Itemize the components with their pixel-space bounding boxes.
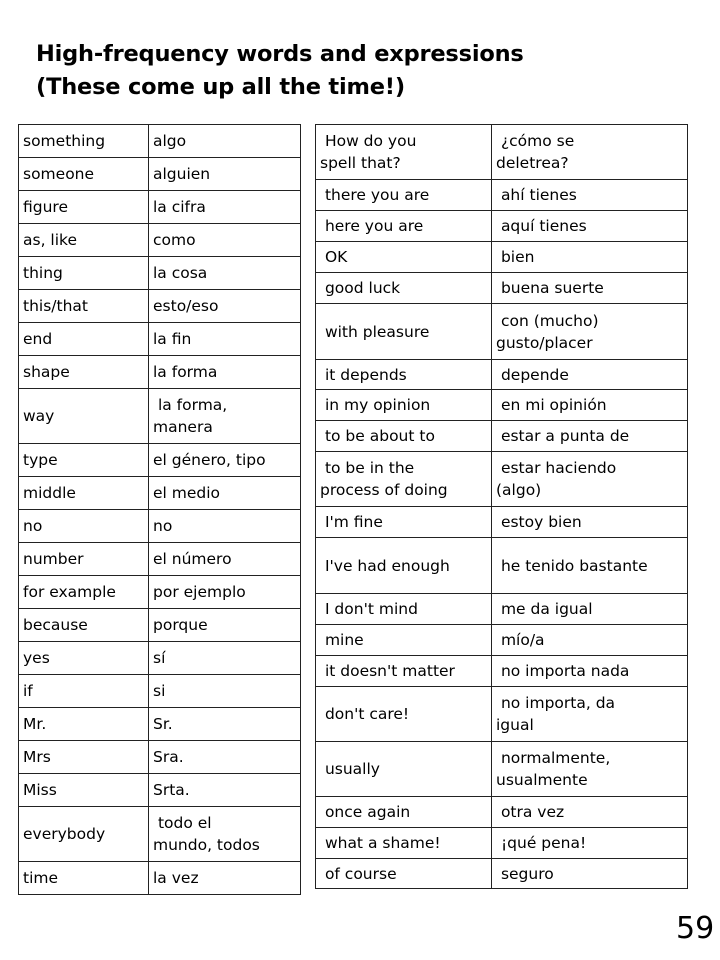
table-row (316, 859, 688, 889)
spanish-cell: porque (149, 609, 301, 642)
spanish-cell: el género, tipo (149, 444, 301, 477)
table-row (19, 862, 301, 895)
spanish-cell: normalmente, usualmente (492, 742, 688, 797)
english-cell: Mr. (19, 708, 149, 741)
english-cell: everybody (19, 807, 149, 862)
table-row (316, 656, 688, 687)
english-cell: good luck (316, 273, 492, 304)
left-vocab-body (19, 125, 301, 895)
spanish-cell: la forma (149, 356, 301, 389)
english-cell: end (19, 323, 149, 356)
table-row (316, 625, 688, 656)
english-cell: it doesn't matter (316, 656, 492, 687)
english-cell: usually (316, 742, 492, 797)
table-row (316, 742, 688, 797)
table-row (316, 828, 688, 859)
table-row (316, 421, 688, 452)
english-cell: this/that (19, 290, 149, 323)
english-cell: in my opinion (316, 390, 492, 421)
spanish-cell: Sra. (149, 741, 301, 774)
english-cell: something (19, 125, 149, 158)
spanish-cell: la fin (149, 323, 301, 356)
spanish-cell: algo (149, 125, 301, 158)
english-cell: type (19, 444, 149, 477)
spanish-cell: como (149, 224, 301, 257)
spanish-cell: he tenido bastante (492, 538, 688, 594)
english-cell: if (19, 675, 149, 708)
english-cell: once again (316, 797, 492, 828)
english-cell: shape (19, 356, 149, 389)
right-vocab-body (316, 125, 688, 889)
table-row (19, 510, 301, 543)
left-vocab-table (18, 124, 301, 895)
table-row (316, 390, 688, 421)
table-row (19, 609, 301, 642)
english-cell: I've had enough (316, 538, 492, 594)
spanish-cell: me da igual (492, 594, 688, 625)
english-cell: figure (19, 191, 149, 224)
spanish-cell: buena suerte (492, 273, 688, 304)
spanish-cell: alguien (149, 158, 301, 191)
spanish-cell: otra vez (492, 797, 688, 828)
page-number: 59 (676, 911, 715, 946)
spanish-cell: seguro (492, 859, 688, 889)
spanish-cell: la forma, manera (149, 389, 301, 444)
english-cell: way (19, 389, 149, 444)
spanish-cell: la cifra (149, 191, 301, 224)
page-title (36, 38, 696, 104)
table-row (316, 538, 688, 594)
table-row (19, 741, 301, 774)
spanish-cell: estar a punta de (492, 421, 688, 452)
spanish-cell: Srta. (149, 774, 301, 807)
title-line-2: (These come up all the time!) (36, 74, 405, 100)
spanish-cell: ¿cómo se deletrea? (492, 125, 688, 180)
table-row (19, 675, 301, 708)
english-cell: because (19, 609, 149, 642)
table-row (19, 444, 301, 477)
spanish-cell: Sr. (149, 708, 301, 741)
table-row (19, 708, 301, 741)
english-cell: of course (316, 859, 492, 889)
spanish-cell: no importa, da igual (492, 687, 688, 742)
table-row (316, 797, 688, 828)
table-row (19, 774, 301, 807)
table-row (19, 290, 301, 323)
spanish-cell: en mi opinión (492, 390, 688, 421)
english-cell: middle (19, 477, 149, 510)
english-cell: time (19, 862, 149, 895)
english-cell: what a shame! (316, 828, 492, 859)
spanish-cell: sí (149, 642, 301, 675)
spanish-cell: aquí tienes (492, 211, 688, 242)
table-row (316, 452, 688, 507)
english-cell: no (19, 510, 149, 543)
english-cell: someone (19, 158, 149, 191)
table-row (316, 687, 688, 742)
english-cell: mine (316, 625, 492, 656)
right-vocab-table (315, 124, 688, 889)
table-row (316, 360, 688, 390)
english-cell: I don't mind (316, 594, 492, 625)
spanish-cell: ¡qué pena! (492, 828, 688, 859)
english-cell: there you are (316, 180, 492, 211)
english-cell: as, like (19, 224, 149, 257)
table-row (19, 323, 301, 356)
spanish-cell: no (149, 510, 301, 543)
table-row (19, 642, 301, 675)
spanish-cell: depende (492, 360, 688, 390)
english-cell: I'm fine (316, 507, 492, 538)
spanish-cell: estoy bien (492, 507, 688, 538)
english-cell: for example (19, 576, 149, 609)
table-row (19, 224, 301, 257)
english-cell: don't care! (316, 687, 492, 742)
english-cell: Mrs (19, 741, 149, 774)
table-row (19, 807, 301, 862)
spanish-cell: ahí tienes (492, 180, 688, 211)
english-cell: to be about to (316, 421, 492, 452)
spanish-cell: estar haciendo (algo) (492, 452, 688, 507)
english-cell: with pleasure (316, 304, 492, 360)
table-row (19, 576, 301, 609)
table-row (19, 389, 301, 444)
table-row (19, 191, 301, 224)
english-cell: to be in the process of doing (316, 452, 492, 507)
spanish-cell: bien (492, 242, 688, 273)
table-row (316, 273, 688, 304)
table-row (19, 543, 301, 576)
spanish-cell: no importa nada (492, 656, 688, 687)
title-line-1: High-frequency words and expressions (36, 41, 524, 67)
table-row (316, 242, 688, 273)
table-row (316, 304, 688, 360)
english-cell: yes (19, 642, 149, 675)
english-cell: thing (19, 257, 149, 290)
spanish-cell: esto/eso (149, 290, 301, 323)
spanish-cell: si (149, 675, 301, 708)
table-row (19, 125, 301, 158)
english-cell: How do you spell that? (316, 125, 492, 180)
spanish-cell: la cosa (149, 257, 301, 290)
table-row (19, 158, 301, 191)
spanish-cell: el medio (149, 477, 301, 510)
table-row (19, 477, 301, 510)
english-cell: number (19, 543, 149, 576)
table-row (316, 180, 688, 211)
table-row (19, 356, 301, 389)
spanish-cell: el número (149, 543, 301, 576)
spanish-cell: mío/a (492, 625, 688, 656)
table-row (316, 594, 688, 625)
spanish-cell: todo el mundo, todos (149, 807, 301, 862)
english-cell: it depends (316, 360, 492, 390)
spanish-cell: por ejemplo (149, 576, 301, 609)
spanish-cell: la vez (149, 862, 301, 895)
table-row (316, 211, 688, 242)
table-row (19, 257, 301, 290)
spanish-cell: con (mucho) gusto/placer (492, 304, 688, 360)
english-cell: Miss (19, 774, 149, 807)
english-cell: here you are (316, 211, 492, 242)
table-row (316, 507, 688, 538)
table-row (316, 125, 688, 180)
english-cell: OK (316, 242, 492, 273)
